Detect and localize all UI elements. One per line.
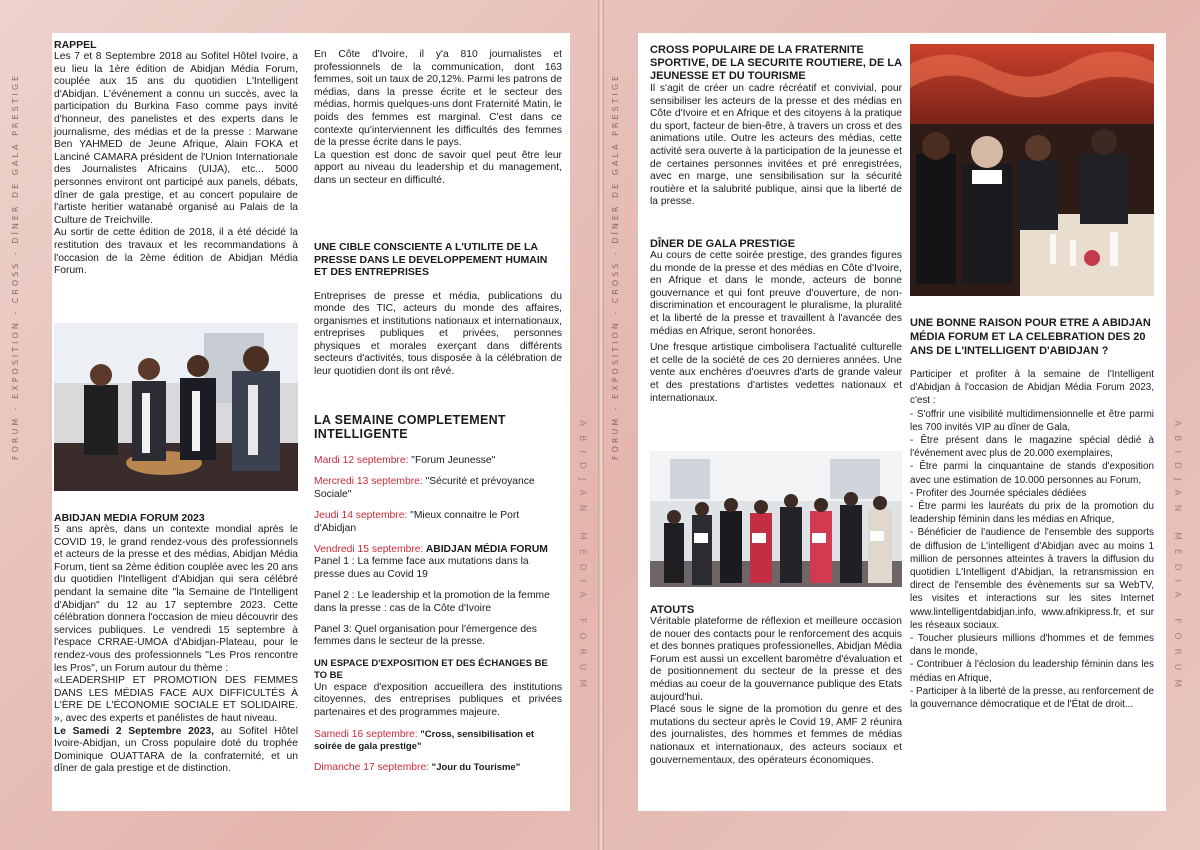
left-magazine-vertical-text: ABIDJAN MÉDIA FORUM: [577, 420, 587, 697]
espace-body: Un espace d'exposition accueillera des institutions citoyennes, des entreprises publiques et privées partenaires et des programmes majeure.: [314, 681, 562, 719]
cross-title: CROSS POPULAIRE DE LA FRATERNITE SPORTIVE, DE LA SECURITE ROUTIERE, DE LA JEUNESSE ET DU TOURISME: [650, 44, 902, 82]
atouts-p1: Véritable plateforme de réflexion et meilleure occasion de nouer des contacts pour le renforcement des acquis et des bonnes pratiques professionelles, Abidjan Média Forum est aussi un excellent baromètre d'évaluation et de positionnement du secteur de la presse et des médias au coeur de la gouvernance publique des Etats aujourd'hui.: [650, 616, 902, 703]
right-page-column-1: [650, 33, 902, 811]
panel-3: Panel 3: Quel organisation pour l'émergence des femmes dans le secteur de la presse.: [314, 624, 537, 648]
raison-title: UNE BONNE RAISON POUR ETRE A ABIDJAN MÉDIA FORUM ET LA CELEBRATION DES 20 ANS DE L'INTELLIGENT D'ABIDJAN ?: [910, 317, 1151, 357]
journalistes-p2: La question est donc de savoir quel peut être leur apport au niveau du leadership et du management, dans un secteur en difficulté.: [314, 149, 562, 186]
atouts-title: ATOUTS: [650, 604, 695, 616]
day-mercredi-date: Mercredi 13 septembre:: [314, 476, 423, 488]
ceremony-photo-image: [54, 323, 298, 491]
day-samedi: [314, 729, 562, 754]
amf2023-samedi: [54, 726, 298, 776]
rappel-body: Les 7 et 8 Septembre 2018 au Sofitel Hôtel Ivoire, a eu lieu la 1ère édition de Abidjan Média Forum, couplée aux 15 ans du quotidien L'Intelligent d'Abidjan. L'événement a connu un succès, avec la participation du Burkina Faso comme pays invité d'honneur, des panelistes et des experts dans le journalisme, des médias et de la presse : Marwane Ben YAHMED de Jeune Afrique, Alain FOKA et Lanciné CAMARA président de l'Union Internationale des Journalistes Africains (UIJA), etc... 5000 personnes environt ont participé aux panels, débats, dîner de gala prestige, et au concert populaire de l'artiste heritier watanabé organisé au Palais de la Culture de Treichville.: [54, 51, 298, 226]
amf2023-title: ABIDJAN MEDIA FORUM 2023: [54, 512, 205, 524]
day-samedi-text: "Cross, sensibilisation et soirée de gala prestige": [314, 728, 535, 753]
right-page: [638, 33, 1166, 811]
left-page-column-2: [314, 33, 562, 811]
raison-item: - Être présent dans le magazine spécial dédié à l'événement avec plus de 20.000 exemplaires,: [910, 435, 1154, 460]
right-page-column-2: [910, 33, 1154, 811]
day-dimanche-text: "Jour du Tourisme": [429, 762, 521, 774]
award-group-photo: [650, 451, 902, 587]
panel-1: Panel 1 : La femme face aux mutations dans la presse dues au Covid 19: [314, 556, 529, 580]
raison-list: [910, 408, 1154, 712]
amf2023-theme: «LEADERSHIP ET PROMOTION DES FEMMES DANS LES MÉDIAS FACE AUX DIFFICULTÉS À L'ÈRE DE L'ÉCONOMIE SOCIALE ET SOLIDAIRE. », avec des experts et panélistes de haut niveau.: [54, 675, 298, 724]
amf2023-body: 5 ans après, dans un contexte mondial après le COVID 19, le grand rendez-vous des professionnels et acteurs de la presse et des médias, Abidjan Média Forum, tient sa 2ème édition couplée avec les 20 ans du quotidien l'Intelligent d'Abidjan qui sera célébré pendant la semaine dite "la Semaine de l'Intelligent d'Abidjan" du 12 au 17 septembre 2023. Cette célébration donnera l'occasion de mieu découvrir des services publiques. Le vendredi 15 septembre à l'espace CRRAE-UMOA d'Abidjan-Plateau, pour le rendez-vous des professionnels "Les Pros rencontre les Pros", un Forum autour du thème :: [54, 524, 298, 674]
raison-item: - S'offrir une visibilité multidimensionnelle et être parmi les 700 invités VIP au dîner de Gala,: [910, 408, 1154, 433]
amf2023-samedi-lead: Le Samedi 2 Septembre 2023,: [54, 725, 214, 737]
raison-item: - Bénéficier de l'audience de l'ensemble des supports de diffusion de L'intelligent d'Abidjan avec au moins 1 million de personnes atteintes à travers la diffusion du quotidien L'Intelligent d'Abidjan, la retransmission en direct de l'ensemble des évènements sur sa WebTV, les visites et interactions sur les sites Internet www.lintelligentdabidjan.info, www.afrikipress.fr, et sur les réseaux sociaux.: [910, 527, 1154, 631]
raison-item: - Être parmi les lauréats du prix de la promotion du leadership féminin dans les médias en Afrique,: [910, 501, 1154, 526]
right-magazine-vertical-text: ABIDJAN MÉDIA FORUM: [1172, 420, 1182, 697]
left-page: [52, 33, 570, 811]
rappel-title: RAPPEL: [54, 39, 97, 51]
day-jeudi: [314, 510, 562, 535]
espace-title: UN ESPACE D'EXPOSITION ET DES ÉCHANGES BE TO BE: [314, 657, 548, 681]
cible-title: UNE CIBLE CONSCIENTE A L'UTILITE DE LA PRESSE DANS LE DEVELOPPEMENT HUMAIN ET DES ENTREPRISES: [314, 241, 548, 278]
right-spine-text: FORUM - EXPOSITION - CROSS - DÎNER DE GALA PRESTIGE: [611, 72, 620, 460]
left-spine-text: FORUM - EXPOSITION - CROSS - DÎNER DE GALA PRESTIGE: [11, 72, 20, 460]
semaine-title: LA SEMAINE COMPLETEMENT INTELLIGENTE: [314, 413, 506, 441]
day-mardi: [314, 455, 562, 467]
day-mercredi-text: "Sécurité et prévoyance Sociale": [314, 476, 535, 500]
award-group-photo-image: [650, 451, 902, 587]
raison-item: - Être parmi la cinquantaine de stands d'exposition avec une estimation de 10.000 personnes au Forum,: [910, 461, 1154, 486]
raison-item: - Participer à la liberté de la presse, au renforcement de la gouvernance démocratique et de l'État de droit...: [910, 685, 1154, 711]
day-mardi-text: "Forum Jeunesse": [408, 455, 496, 466]
diner-title: DÎNER DE GALA PRESTIGE: [650, 238, 796, 250]
page-gutter: [598, 0, 604, 850]
raison-item: - Contribuer à l'éclosion du leadership féminin dans les médias en Afrique,: [910, 659, 1154, 684]
rappel-body-2: Au sortir de cette édition de 2018, il a été décidé la restitution des travaux et les recommandations à l'occasion de la 2ème édition de Abidjan Média Forum.: [54, 227, 298, 277]
atouts-p2: Placé sous le signe de la promotion du genre et des mutations du secteur après le Covid 19, AMF 2 réunira des journalistes, des hommes et femmes de médias nationaux et internationaux, des acteurs sociaux et gouvernementaux, des opérateurs économiques.: [650, 704, 902, 766]
day-dimanche: [314, 762, 562, 774]
day-vendredi-date: Vendredi 15 septembre:: [314, 544, 424, 556]
day-mercredi: [314, 476, 562, 501]
diner-p2: Une fresque artistique cimbolisera l'actualité culturelle et celle de la société de ces 20 dernieres années. Une vente aux enchères d'oeuvres d'arts de grande valeur et des prestations d'artistes vedettes nationaux et internationaux.: [650, 342, 902, 404]
cross-body: Il s'agit de créer un cadre récréatif et convivial, pour sensibiliser les acteurs de la presse et des médias en Côte d'Ivoire et en Afrique et des citoyens à la pratique du sport, facteur de bien-être, à travers un cross et des animations utile. Outre les acteurs des médias, cette activité sera ouverte à la participation de la jeunesse et de certaines personnes invitées et pré enregistrées, avec en marge, une sensibilisation sur la sécurité routière et la salubrité publique, ainsi que la liberté de la presse.: [650, 83, 902, 208]
gala-dinner-photo-image: [910, 44, 1154, 296]
raison-item: - Toucher plusieurs millions d'hommes et de femmes dans le monde,: [910, 633, 1154, 658]
journalistes-p1: En Côte d'Ivoire, il y'a 810 journalistes et professionnels de la communication, dont 163 femmes, soit un taux de 20,12%. Parmi les patrons de médias, dans la presse écrite et le secteur des médias, hormis quelques-uns dont Fraternité Matin, le poids des femmes est marginal. C'est dans ce contexte qu'interviennent les difficultés des femmes de la presse écrite dans le pays.: [314, 49, 562, 149]
amf2023-samedi-rest: au Sofitel Hôtel Ivoire-Abidjan, un Cross populaire doté du trophée Dominique OUATTARA de la confraternité, et un dîner de gala prestige et de distinction.: [54, 725, 298, 775]
day-dimanche-date: Dimanche 17 septembre:: [314, 762, 430, 774]
day-mardi-date: Mardi 12 septembre:: [314, 455, 409, 466]
day-jeudi-text: "Mieux connaitre le Port d'Abidjan: [314, 510, 520, 534]
ceremony-photo: [54, 323, 298, 491]
raison-intro: Participer et profiter à la semaine de l'Intelligent d'Abidjan à l'occasion de Abidjan Média Forum 2023, c'est :: [910, 369, 1154, 407]
raison-item: - Profiter des Journée spéciales dédiées: [910, 487, 1087, 499]
cible-body: Entreprises de presse et média, publications du monde des TIC, acteurs du monde des affaires, organismes et institutions nationaux et internationaux, entreprises publiques et privées, personnes physiques et morales exerçant dans différents secteurs d'activités, tous disposée à la célébration de leur quotidien dont ils ont rêvé.: [314, 290, 562, 378]
day-samedi-date: Samedi 16 septembre:: [314, 728, 418, 740]
left-page-column-1: [54, 33, 298, 811]
day-vendredi: [314, 544, 562, 556]
day-vendredi-text: ABIDJAN MÉDIA FORUM: [423, 544, 548, 556]
day-jeudi-date: Jeudi 14 septembre:: [314, 510, 408, 522]
panel-2: Panel 2 : Le leadership et la promotion de la femme dans la presse : cas de la Côte d'Ivoire: [314, 590, 550, 614]
diner-p1: Au cours de cette soirée prestige, des grandes figures du monde de la presse et des médias en Côte d'Ivoire, en Afrique et dans le monde, acteurs de bonne gouvernance et qui font preuve d'ouverture, de non-discrimination et encouragent le pluralisme, la pluralité et la liberté de la presse et travaillent à l'avancée des médias en Afrique, seront honorées.: [650, 250, 902, 337]
gala-dinner-photo: [910, 44, 1154, 296]
